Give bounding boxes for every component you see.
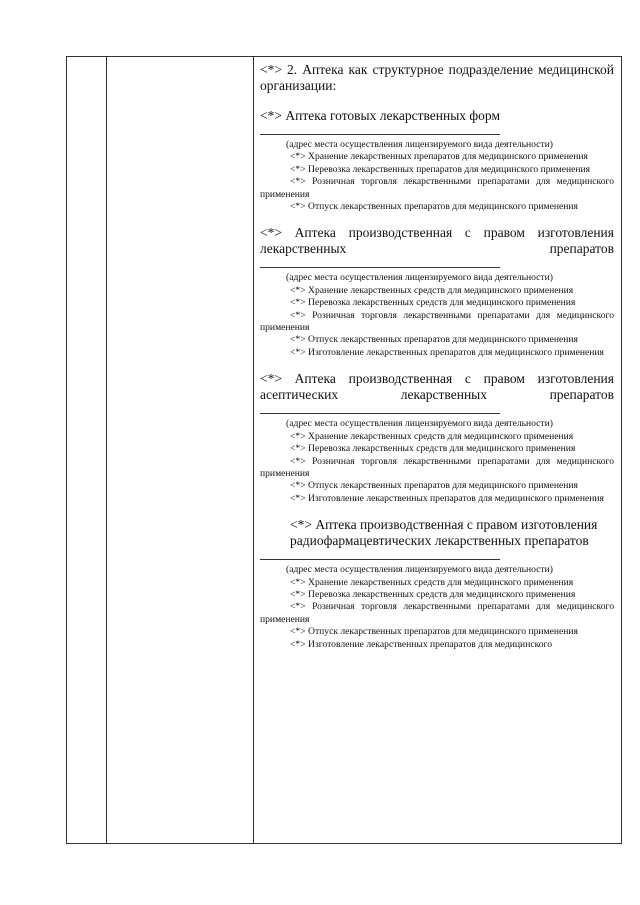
activity-item: <*> Изготовление лекарственных препаратов для медицинского применения <box>290 346 604 358</box>
column-divider-1 <box>106 56 107 844</box>
activity-item: <*> Изготовление лекарственных препаратов для медицинского применения <box>290 492 604 504</box>
address-line <box>260 257 500 268</box>
address-line <box>260 403 500 414</box>
activity-item: <*> Хранение лекарственных средств для медицинского применения <box>290 284 574 296</box>
address-note: (адрес места осуществления лицензируемого вида деятельности) <box>286 272 553 284</box>
activity-item: <*> Перевозка лекарственных средств для медицинского применения <box>290 588 576 600</box>
pharmacy-title: <*> Аптека готовых лекарственных форм <box>260 108 500 123</box>
activity-item: <*> Розничная торговля лекарственными препаратами для медицинского применения <box>260 176 614 200</box>
pharmacy-block <box>260 564 614 651</box>
activity-item: <*> Розничная торговля лекарственными препаратами для медицинского применения <box>260 601 614 625</box>
address-line <box>260 549 500 560</box>
activity-item: <*> Розничная торговля лекарственными препаратами для медицинского применения <box>260 455 614 479</box>
activity-item: <*> Отпуск лекарственных препаратов для медицинского применения <box>290 626 578 638</box>
activity-item: <*> Изготовление лекарственных препаратов для медицинского <box>290 638 553 650</box>
address-note: (адрес места осуществления лицензируемого вида деятельности) <box>286 564 553 576</box>
pharmacy-block <box>260 139 614 213</box>
pharmacy-title: <*> Аптека производственная с правом изготовления асептических лекарственных препаратов <box>260 371 614 403</box>
activity-item: <*> Отпуск лекарственных препаратов для медицинского применения <box>290 480 578 492</box>
activity-item: <*> Перевозка лекарственных средств для медицинского применения <box>290 297 576 309</box>
activity-item: <*> Отпуск лекарственных препаратов для медицинского применения <box>290 201 578 213</box>
address-note: (адрес места осуществления лицензируемого вида деятельности) <box>286 418 553 430</box>
pharmacy-block <box>260 418 614 505</box>
activity-item: <*> Хранение лекарственных средств для медицинского применения <box>290 430 574 442</box>
section-heading: <*> 2. Аптека как структурное подразделение медицинской организации: <box>260 62 614 93</box>
activity-item: <*> Перевозка лекарственных препаратов для медицинского применения <box>290 163 591 175</box>
activity-item: <*> Хранение лекарственных препаратов для медицинского применения <box>290 151 588 163</box>
activity-item: <*> Розничная торговля лекарственными препаратами для медицинского применения <box>260 309 614 334</box>
pharmacy-title: <*> Аптека производственная с правом изготовления лекарственных препаратов <box>260 225 614 257</box>
activity-item: <*> Хранение лекарственных средств для медицинского применения <box>290 576 574 588</box>
column-divider-2 <box>253 56 254 844</box>
address-line <box>260 124 500 135</box>
pharmacy-block <box>260 272 614 359</box>
activity-item: <*> Отпуск лекарственных препаратов для медицинского применения <box>290 334 578 346</box>
license-content-cell <box>260 62 614 651</box>
address-note: (адрес места осуществления лицензируемого вида деятельности) <box>286 139 553 150</box>
activity-item: <*> Перевозка лекарственных средств для медицинского применения <box>290 443 576 455</box>
pharmacy-title: <*> Аптека производственная с правом изготовления радиофармацевтических лекарственных препаратов <box>290 517 598 549</box>
